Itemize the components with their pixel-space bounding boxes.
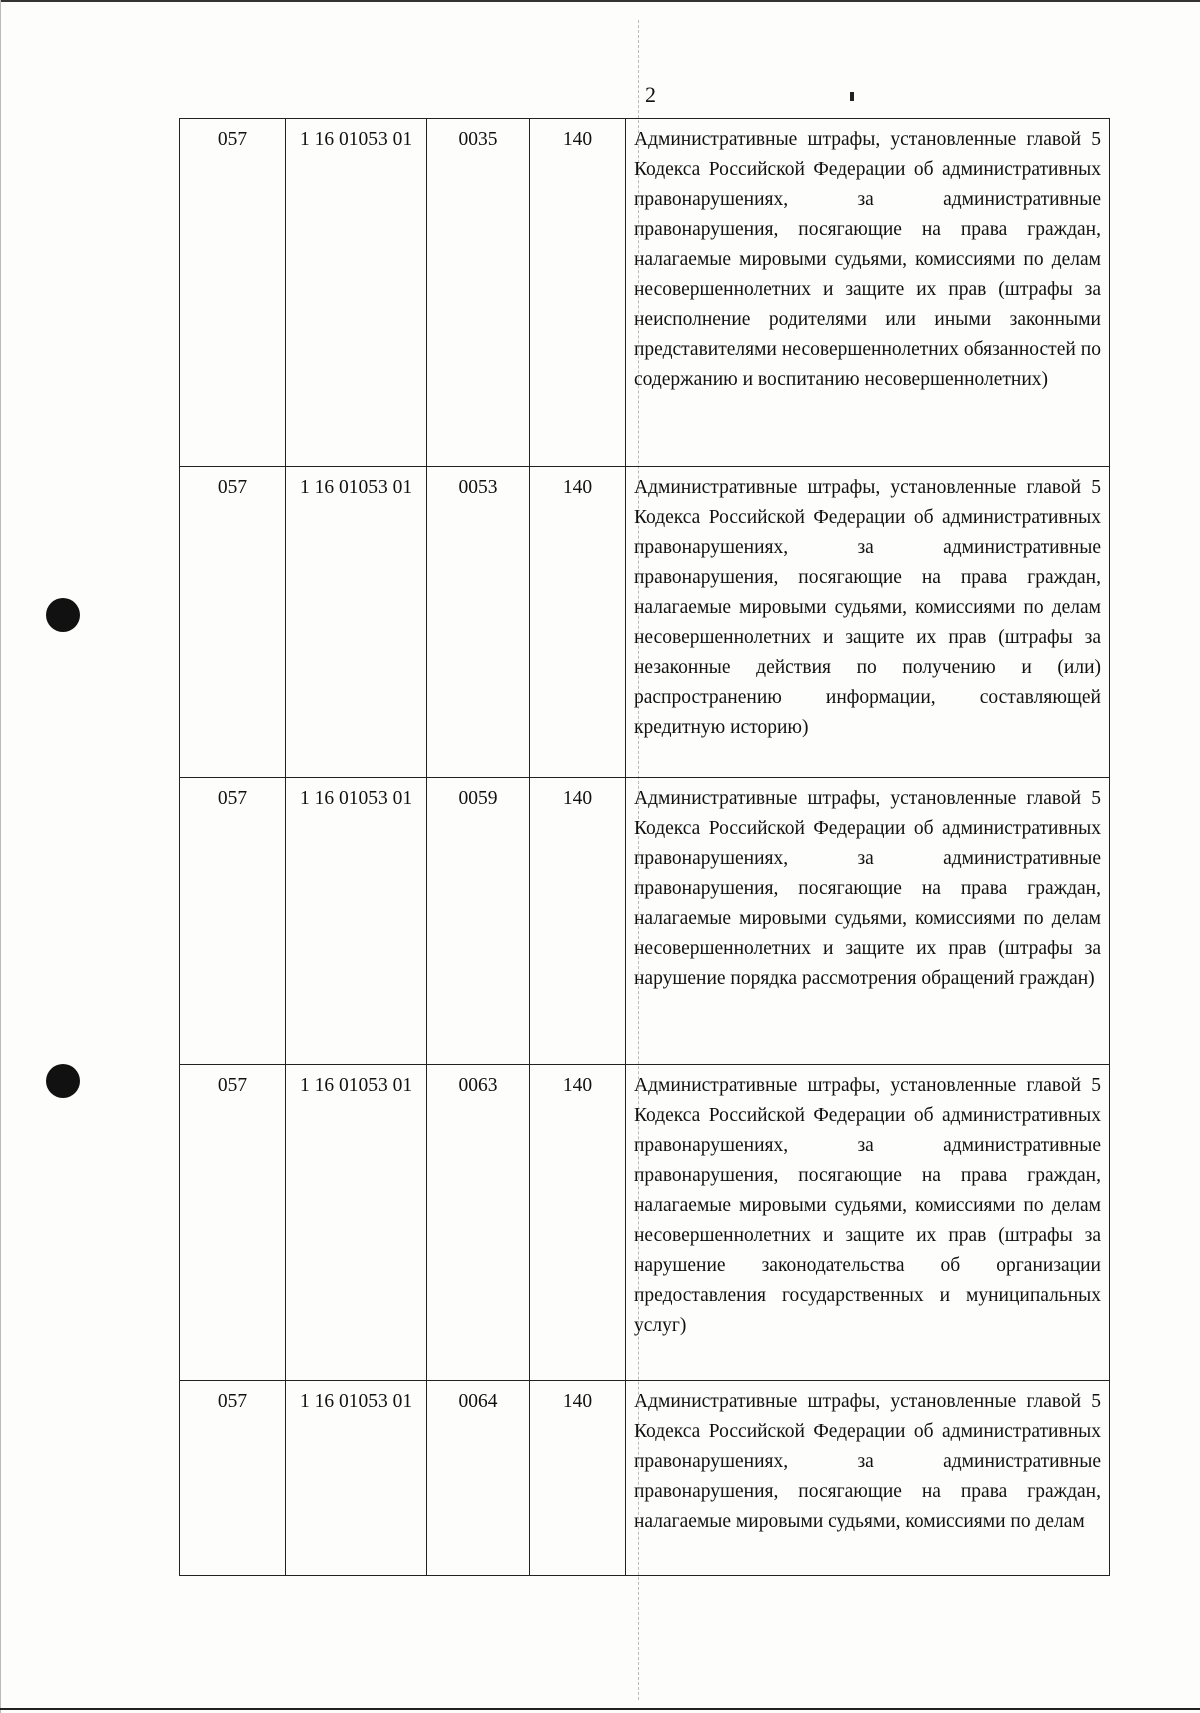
kosgu-code-cell: 140 (530, 119, 626, 467)
program-code-cell: 0053 (427, 467, 530, 778)
punch-hole-mark (46, 598, 80, 632)
table-row (180, 778, 1110, 1065)
kosgu-code-cell: 140 (530, 778, 626, 1065)
program-code-cell: 0059 (427, 778, 530, 1065)
program-code-cell: 0063 (427, 1065, 530, 1381)
scan-left-edge (0, 0, 1, 1713)
description-cell: Административные штрафы, установленные главой 5 Кодекса Российской Федерации об административных правонарушениях, за административные правонарушения, посягающие на права граждан, налагаемые мировыми судьями, комиссиями по делам несовершеннолетних и защите их прав (штрафы за незаконные действия по получению и (или) распространению информации, составляющей кредитную историю) (626, 467, 1110, 778)
scan-speck (850, 92, 854, 101)
kbk-code-cell: 1 16 01053 01 (286, 1065, 427, 1381)
kbk-code-cell: 1 16 01053 01 (286, 1381, 427, 1576)
admin-code-cell: 057 (180, 1381, 286, 1576)
admin-code-cell: 057 (180, 1065, 286, 1381)
scan-top-edge (0, 0, 1200, 2)
program-code-cell: 0035 (427, 119, 530, 467)
kbk-code-cell: 1 16 01053 01 (286, 778, 427, 1065)
description-cell: Административные штрафы, установленные главой 5 Кодекса Российской Федерации об административных правонарушениях, за административные правонарушения, посягающие на права граждан, налагаемые мировыми судьями, комиссиями по делам несовершеннолетних и защите их прав (штрафы за нарушение порядка рассмотрения обращений граждан) (626, 778, 1110, 1065)
admin-code-cell: 057 (180, 778, 286, 1065)
table-row (180, 119, 1110, 467)
kosgu-code-cell: 140 (530, 467, 626, 778)
kosgu-code-cell: 140 (530, 1381, 626, 1576)
admin-code-cell: 057 (180, 119, 286, 467)
description-cell: Административные штрафы, установленные главой 5 Кодекса Российской Федерации об административных правонарушениях, за административные правонарушения, посягающие на права граждан, налагаемые мировыми судьями, комиссиями по делам несовершеннолетних и защите их прав (штрафы за нарушение законодательства об организации предоставления государственных и муниципальных услуг) (626, 1065, 1110, 1381)
admin-code-cell: 057 (180, 467, 286, 778)
kbk-code-cell: 1 16 01053 01 (286, 467, 427, 778)
scan-bottom-edge (0, 1708, 1200, 1710)
budget-codes-table (179, 118, 1110, 1576)
program-code-cell: 0064 (427, 1381, 530, 1576)
page-number: 2 (645, 82, 656, 107)
kosgu-code-cell: 140 (530, 1065, 626, 1381)
table-row (180, 1065, 1110, 1381)
punch-hole-mark (46, 1064, 80, 1098)
kbk-code-cell: 1 16 01053 01 (286, 119, 427, 467)
description-cell: Административные штрафы, установленные главой 5 Кодекса Российской Федерации об административных правонарушениях, за административные правонарушения, посягающие на права граждан, налагаемые мировыми судьями, комиссиями по делам несовершеннолетних и защите их прав (штрафы за неисполнение родителями или иными законными представителями несовершеннолетних обязанностей по содержанию и воспитанию несовершеннолетних) (626, 119, 1110, 467)
table-row (180, 467, 1110, 778)
table-row (180, 1381, 1110, 1576)
description-cell: Административные штрафы, установленные главой 5 Кодекса Российской Федерации об административных правонарушениях, за административные правонарушения, посягающие на права граждан, налагаемые мировыми судьями, комиссиями по делам (626, 1381, 1110, 1576)
